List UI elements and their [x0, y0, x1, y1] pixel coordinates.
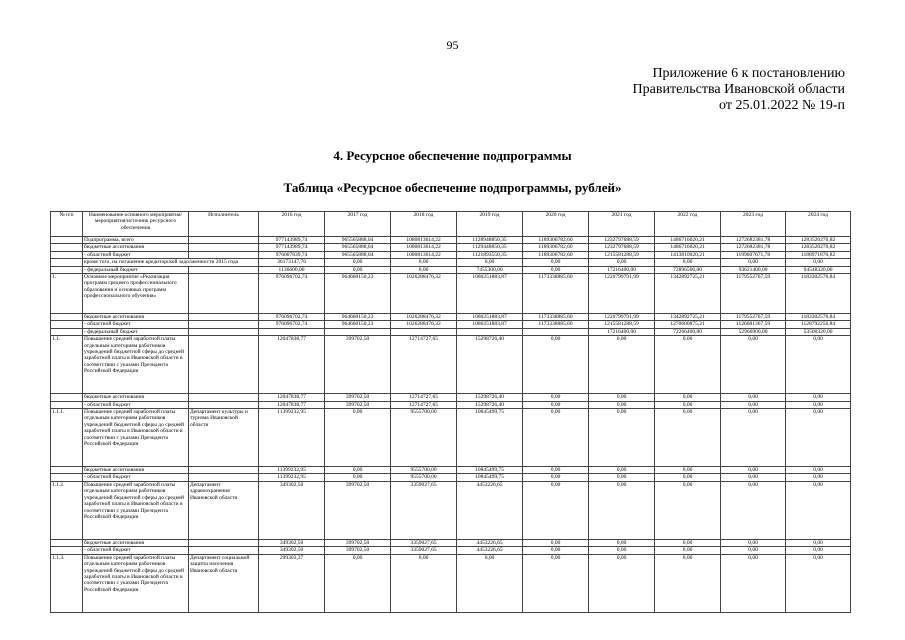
table-cell: 17216400,00 [589, 328, 655, 335]
table-cell: 1183302576,84 [786, 314, 851, 321]
appendix-line: Правительства Ивановской области [632, 82, 845, 97]
table-cell: 976007839,74 [259, 251, 325, 258]
table-cell: 0,00 [721, 394, 786, 401]
table-cell [189, 314, 259, 321]
table-cell: 0,00 [589, 259, 655, 266]
table-cell: - областной бюджет [83, 251, 189, 258]
table-cell [189, 401, 259, 408]
table-cell: 1126681367,59 [721, 321, 786, 328]
table-cell: 1.1. [51, 336, 83, 394]
table-cell: 964660150,23 [325, 321, 391, 328]
table-cell: 0,00 [589, 481, 655, 539]
table-cell: 17216400,00 [589, 266, 655, 273]
table-cell: 0,00 [523, 336, 589, 394]
table-cell: 1080251883,87 [457, 274, 523, 314]
table-cell: 1026288476,32 [391, 314, 457, 321]
table-cell: 1129448850,35 [457, 244, 523, 251]
table-cell: 1179552767,59 [721, 274, 786, 314]
table-cell: 4453226,65 [457, 481, 523, 539]
table-cell: 10845499,75 [457, 409, 523, 467]
table-row [51, 409, 851, 467]
table-cell: 964660150,23 [325, 274, 391, 314]
table-cell: 965565888,04 [325, 237, 391, 244]
table-cell [51, 467, 83, 474]
table-cell: 1232797688,59 [589, 244, 655, 251]
table-row [51, 401, 851, 408]
header-cell: 2017 год [325, 212, 391, 237]
table-cell: 1173338885,60 [523, 314, 589, 321]
table-cell [51, 314, 83, 321]
table-cell: 94548320,00 [786, 266, 851, 273]
table-cell [189, 547, 259, 554]
table-cell: 1179552767,59 [721, 314, 786, 321]
table-cell: 4453226,65 [457, 547, 523, 554]
table-cell: 0,00 [786, 547, 851, 554]
header-cell: 2022 год [655, 212, 721, 237]
table-cell: 1183302576,84 [786, 274, 851, 314]
table-cell: 12714727,65 [391, 336, 457, 394]
table-cell: 0,00 [325, 554, 391, 612]
table-cell: 0,00 [721, 401, 786, 408]
table-cell [51, 394, 83, 401]
header-cell: 2018 год [391, 212, 457, 237]
table-cell: 965565888,04 [325, 251, 391, 258]
table-cell: 0,00 [786, 401, 851, 408]
header-cell: 2016 год [259, 212, 325, 237]
table-cell [189, 539, 259, 546]
table-cell: 1199607671,78 [721, 251, 786, 258]
table-cell: 1215581288,59 [589, 251, 655, 258]
table-cell: 1215581288,59 [589, 321, 655, 328]
table-cell: 0,00 [589, 554, 655, 612]
table-cell: 1272682381,78 [721, 244, 786, 251]
table-cell: 977143989,74 [259, 244, 325, 251]
table-cell [189, 244, 259, 251]
table-cell: 1121893550,35 [457, 251, 523, 258]
table-cell: 399702,50 [325, 394, 391, 401]
table-cell: 1220799791,99 [589, 314, 655, 321]
table-cell: 4453226,65 [457, 539, 523, 546]
table-cell [51, 474, 83, 481]
table-cell [51, 259, 83, 266]
table-cell [51, 244, 83, 251]
table-cell: Подпрограмма, всего [83, 237, 189, 244]
table-cell [51, 266, 83, 273]
table-cell [51, 251, 83, 258]
table-cell: 349302,50 [259, 481, 325, 539]
header-cell: 2019 год [457, 212, 523, 237]
header-cell: 2020 год [523, 212, 589, 237]
table-cell: 0,00 [786, 481, 851, 539]
table-row [51, 259, 851, 266]
table-cell: 1189306782,60 [523, 244, 589, 251]
table-cell: 1128948850,35 [457, 237, 523, 244]
table-cell: 1080813614,22 [391, 251, 457, 258]
table-cell: 0,00 [589, 474, 655, 481]
table-cell: 11399232,95 [259, 467, 325, 474]
table-cell: 1080813614,22 [391, 244, 457, 251]
header-cell: 2021 год [589, 212, 655, 237]
table-cell: Повышение средней заработной платы отдельным категориям работников учреждений бюджетной сферы до средней заработной платы в Ивановской области в соответствии с указами Президента Российской Федерации [83, 554, 189, 612]
table-cell: 0,00 [325, 467, 391, 474]
table-cell: 0,00 [721, 539, 786, 546]
table-row [51, 328, 851, 335]
table-cell: - областной бюджет [83, 547, 189, 554]
table-cell [189, 336, 259, 394]
table-cell: 0,00 [721, 474, 786, 481]
table-cell: 12047838,77 [259, 394, 325, 401]
table-cell [189, 266, 259, 273]
table-cell: 0,00 [589, 409, 655, 467]
table-cell: 1283520270,82 [786, 244, 851, 251]
table-cell: 7455300,00 [457, 266, 523, 273]
table-cell: 0,00 [655, 539, 721, 546]
table-cell: 15298726,40 [457, 401, 523, 408]
header-cell: 2024 год [786, 212, 851, 237]
table-cell: 3359027,65 [391, 481, 457, 539]
table-cell [189, 467, 259, 474]
table-cell: 0,00 [391, 266, 457, 273]
table-cell: 0,00 [523, 467, 589, 474]
table-cell: 399702,50 [325, 547, 391, 554]
table-cell [51, 237, 83, 244]
table-cell: 1136600,00 [259, 266, 325, 273]
table-cell: 15298726,40 [457, 336, 523, 394]
table-cell: 0,00 [786, 259, 851, 266]
table-cell: бюджетные ассигнования [83, 314, 189, 321]
table-cell: кроме того, на погашение кредиторской задолженности 2015 года [83, 259, 259, 266]
table-cell: 1.1.2. [51, 481, 83, 539]
table-cell [523, 328, 589, 335]
table-cell: 976096702,74 [259, 274, 325, 314]
table-cell [189, 251, 259, 258]
table-cell: 0,00 [391, 554, 457, 612]
table-cell: 0,00 [523, 409, 589, 467]
table-row [51, 467, 851, 474]
table-cell: 399702,50 [325, 401, 391, 408]
table-cell: - областной бюджет [83, 401, 189, 408]
table-cell: 0,00 [523, 539, 589, 546]
table-cell: Основное мероприятие «Реализация программ среднего профессионального образования и основных программ профессионального обучения» [83, 274, 189, 314]
table-cell: 1080813614,22 [391, 237, 457, 244]
table-cell: 10845499,75 [457, 467, 523, 474]
table-row [51, 266, 851, 273]
table-cell: 1342892725,21 [655, 274, 721, 314]
table-cell: 0,00 [655, 409, 721, 467]
table-cell: 52966900,00 [721, 328, 786, 335]
table-cell: 0,00 [589, 394, 655, 401]
table-cell: 0,00 [325, 409, 391, 467]
table-cell: 3359027,65 [391, 547, 457, 554]
table-cell: 0,00 [589, 467, 655, 474]
table-cell: 72896500,00 [655, 266, 721, 273]
table-cell: 0,00 [523, 481, 589, 539]
table-cell: Департамент культуры и туризма Ивановской области [189, 409, 259, 467]
table-row [51, 474, 851, 481]
table-cell: 1026288476,32 [391, 321, 457, 328]
table-cell: - областной бюджет [83, 474, 189, 481]
table-cell: 1486716020,21 [655, 244, 721, 251]
table-cell [325, 328, 391, 335]
table-cell: 0,00 [523, 266, 589, 273]
table-cell: 1270600875,21 [655, 321, 721, 328]
table-cell: 0,00 [457, 554, 523, 612]
section-title: 4. Ресурсное обеспечение подпрограммы [333, 148, 572, 163]
table-cell: 1080251883,87 [457, 321, 523, 328]
table-cell: 1342892725,21 [655, 314, 721, 321]
table-cell: 0,00 [523, 394, 589, 401]
table-cell: 0,00 [655, 481, 721, 539]
table-cell: 1173338885,60 [523, 274, 589, 314]
table-cell [189, 474, 259, 481]
table-row [51, 336, 851, 394]
table-cell: 0,00 [589, 539, 655, 546]
table-cell: Повышение средней заработной платы отдельным категориям работников учреждений бюджетной сферы до средней заработной платы в Ивановской области в соответствии с указами Президента Российской Федерации [83, 409, 189, 467]
table-row [51, 394, 851, 401]
table-cell: 0,00 [721, 336, 786, 394]
table-cell: 72266400,00 [655, 328, 721, 335]
table-cell: 93621400,00 [721, 266, 786, 273]
table-cell: 349302,50 [259, 539, 325, 546]
table-cell: 0,00 [786, 336, 851, 394]
table-cell: 349302,50 [259, 547, 325, 554]
table-cell: 0,00 [655, 474, 721, 481]
table-row [51, 321, 851, 328]
table-row [51, 539, 851, 546]
table-cell [457, 328, 523, 335]
table-cell: 0,00 [786, 409, 851, 467]
table-cell: 0,00 [786, 554, 851, 612]
table-cell: 15298726,40 [457, 394, 523, 401]
table-cell: 1026288476,32 [391, 274, 457, 314]
table-cell: 0,00 [721, 259, 786, 266]
table-cell: 0,00 [325, 474, 391, 481]
table-cell [51, 321, 83, 328]
table-cell: 0,00 [786, 474, 851, 481]
table-cell: 0,00 [589, 336, 655, 394]
table-cell: - федеральный бюджет [83, 328, 189, 335]
table-cell [189, 237, 259, 244]
appendix-line: от 25.01.2022 № 19-п [719, 98, 845, 113]
table-cell: 0,00 [655, 394, 721, 401]
table-cell: 1080251883,87 [457, 314, 523, 321]
table-cell [189, 321, 259, 328]
table-cell: 0,00 [655, 554, 721, 612]
table-cell: 0,00 [655, 467, 721, 474]
table-cell: - областной бюджет [83, 321, 189, 328]
table-cell [51, 328, 83, 335]
table-cell: 1173338885,60 [523, 321, 589, 328]
table-cell: 0,00 [655, 336, 721, 394]
table-cell: 0,00 [589, 547, 655, 554]
table-cell: 0,00 [655, 401, 721, 408]
header-cell: Наименование основного мероприятия/мероприятия/источник ресурсного обеспечения [83, 212, 189, 237]
table-cell: 0,00 [523, 554, 589, 612]
table-cell: 1272682381,78 [721, 237, 786, 244]
appendix-line: Приложение 6 к постановлению [652, 66, 845, 81]
table-row [51, 481, 851, 539]
table-cell: 976096702,74 [259, 321, 325, 328]
table-cell: бюджетные ассигнования [83, 467, 189, 474]
table-cell: Департамент социальной защиты населения Ивановской области [189, 554, 259, 612]
table-title: Таблица «Ресурсное обеспечение подпрограммы, рублей» [283, 180, 622, 195]
table-cell: 10845499,75 [457, 474, 523, 481]
table-cell: 399702,50 [325, 336, 391, 394]
table-cell: 299303,37 [259, 554, 325, 612]
table-cell [51, 401, 83, 408]
table-cell: 0,00 [721, 481, 786, 539]
table-cell: 53500320,00 [786, 328, 851, 335]
table-cell: 12714727,65 [391, 401, 457, 408]
table-cell: 1283520270,82 [786, 237, 851, 244]
table-cell: 399702,50 [325, 481, 391, 539]
table-cell [189, 394, 259, 401]
table-cell: 1.1.1. [51, 409, 83, 467]
table-cell: 0,00 [721, 409, 786, 467]
table-cell: 1232797688,59 [589, 237, 655, 244]
table-cell: 1189306782,60 [523, 251, 589, 258]
appendix-block [633, 66, 845, 114]
table-cell: 9555700,00 [391, 409, 457, 467]
table-cell [51, 547, 83, 554]
table-cell: бюджетные ассигнования [83, 539, 189, 546]
table-cell: 0,00 [391, 259, 457, 266]
table-cell: 1220799791,99 [589, 274, 655, 314]
table-cell: Повышение средней заработной платы отдельным категориям работников учреждений бюджетной сферы до средней заработной платы в Ивановской области в соответствии с указами Президента Российской Федерации [83, 481, 189, 539]
table-cell: Департамент здравоохранения Ивановской области [189, 481, 259, 539]
table-cell: 0,00 [655, 259, 721, 266]
table-cell: 0,00 [786, 394, 851, 401]
table-cell: 0,00 [721, 467, 786, 474]
table-cell: 9555700,00 [391, 474, 457, 481]
header-cell: 2023 год [721, 212, 786, 237]
table-cell: 0,00 [457, 259, 523, 266]
table-cell: Повышение средней заработной платы отдельным категориям работников учреждений бюджетной сферы до средней заработной платы в Ивановской области в соответствии с указами Президента Российской Федерации [83, 336, 189, 394]
table-cell: 11399232,95 [259, 409, 325, 467]
table-cell: 3359027,65 [391, 539, 457, 546]
resource-table [50, 211, 851, 613]
table-cell: 1188971870,82 [786, 251, 851, 258]
table-cell: 964660150,23 [325, 314, 391, 321]
table-cell: 977143989,74 [259, 237, 325, 244]
table-cell: 965565888,04 [325, 244, 391, 251]
table-cell: 0,00 [786, 467, 851, 474]
table-cell: 11399232,95 [259, 474, 325, 481]
table-cell: 1486716020,21 [655, 237, 721, 244]
table-cell: 0,00 [721, 554, 786, 612]
table-cell: 0,00 [523, 474, 589, 481]
table-cell: - федеральный бюджет [83, 266, 189, 273]
table-cell: 0,00 [589, 401, 655, 408]
table-cell [51, 539, 83, 546]
table-cell [189, 274, 259, 314]
table-cell: 12714727,65 [391, 394, 457, 401]
table-cell: 0,00 [523, 401, 589, 408]
table-row [51, 251, 851, 258]
table-cell: 12047838,77 [259, 401, 325, 408]
header-cell: Исполнитель [189, 212, 259, 237]
table-cell: 976096702,74 [259, 314, 325, 321]
table-cell: 0,00 [325, 259, 391, 266]
table-cell [391, 328, 457, 335]
table-cell: 0,00 [523, 259, 589, 266]
table-cell: 0,00 [325, 266, 391, 273]
page-number: 95 [446, 38, 459, 52]
table-cell: бюджетные ассигнования [83, 244, 189, 251]
table-row [51, 554, 851, 612]
table-cell: 1189306782,60 [523, 237, 589, 244]
table-cell: 1128792256,84 [786, 321, 851, 328]
table-cell: 1.1.3. [51, 554, 83, 612]
table-row [51, 244, 851, 251]
table-header-row [51, 212, 851, 237]
table-cell: бюджетные ассигнования [83, 394, 189, 401]
table-cell: 0,00 [655, 547, 721, 554]
table-cell: 36173147,76 [259, 259, 325, 266]
table-cell: 399702,50 [325, 539, 391, 546]
table-row [51, 314, 851, 321]
table-row [51, 237, 851, 244]
table-cell: 1. [51, 274, 83, 314]
table-cell [259, 328, 325, 335]
table-cell [189, 328, 259, 335]
table-cell: 0,00 [523, 547, 589, 554]
table-cell: 12047838,77 [259, 336, 325, 394]
header-cell: № п/п [51, 212, 83, 237]
table-cell: 9555700,00 [391, 467, 457, 474]
table-row [51, 274, 851, 314]
table-cell: 0,00 [786, 539, 851, 546]
table-row [51, 547, 851, 554]
table-cell: 1413810020,21 [655, 251, 721, 258]
table-cell: 0,00 [721, 547, 786, 554]
